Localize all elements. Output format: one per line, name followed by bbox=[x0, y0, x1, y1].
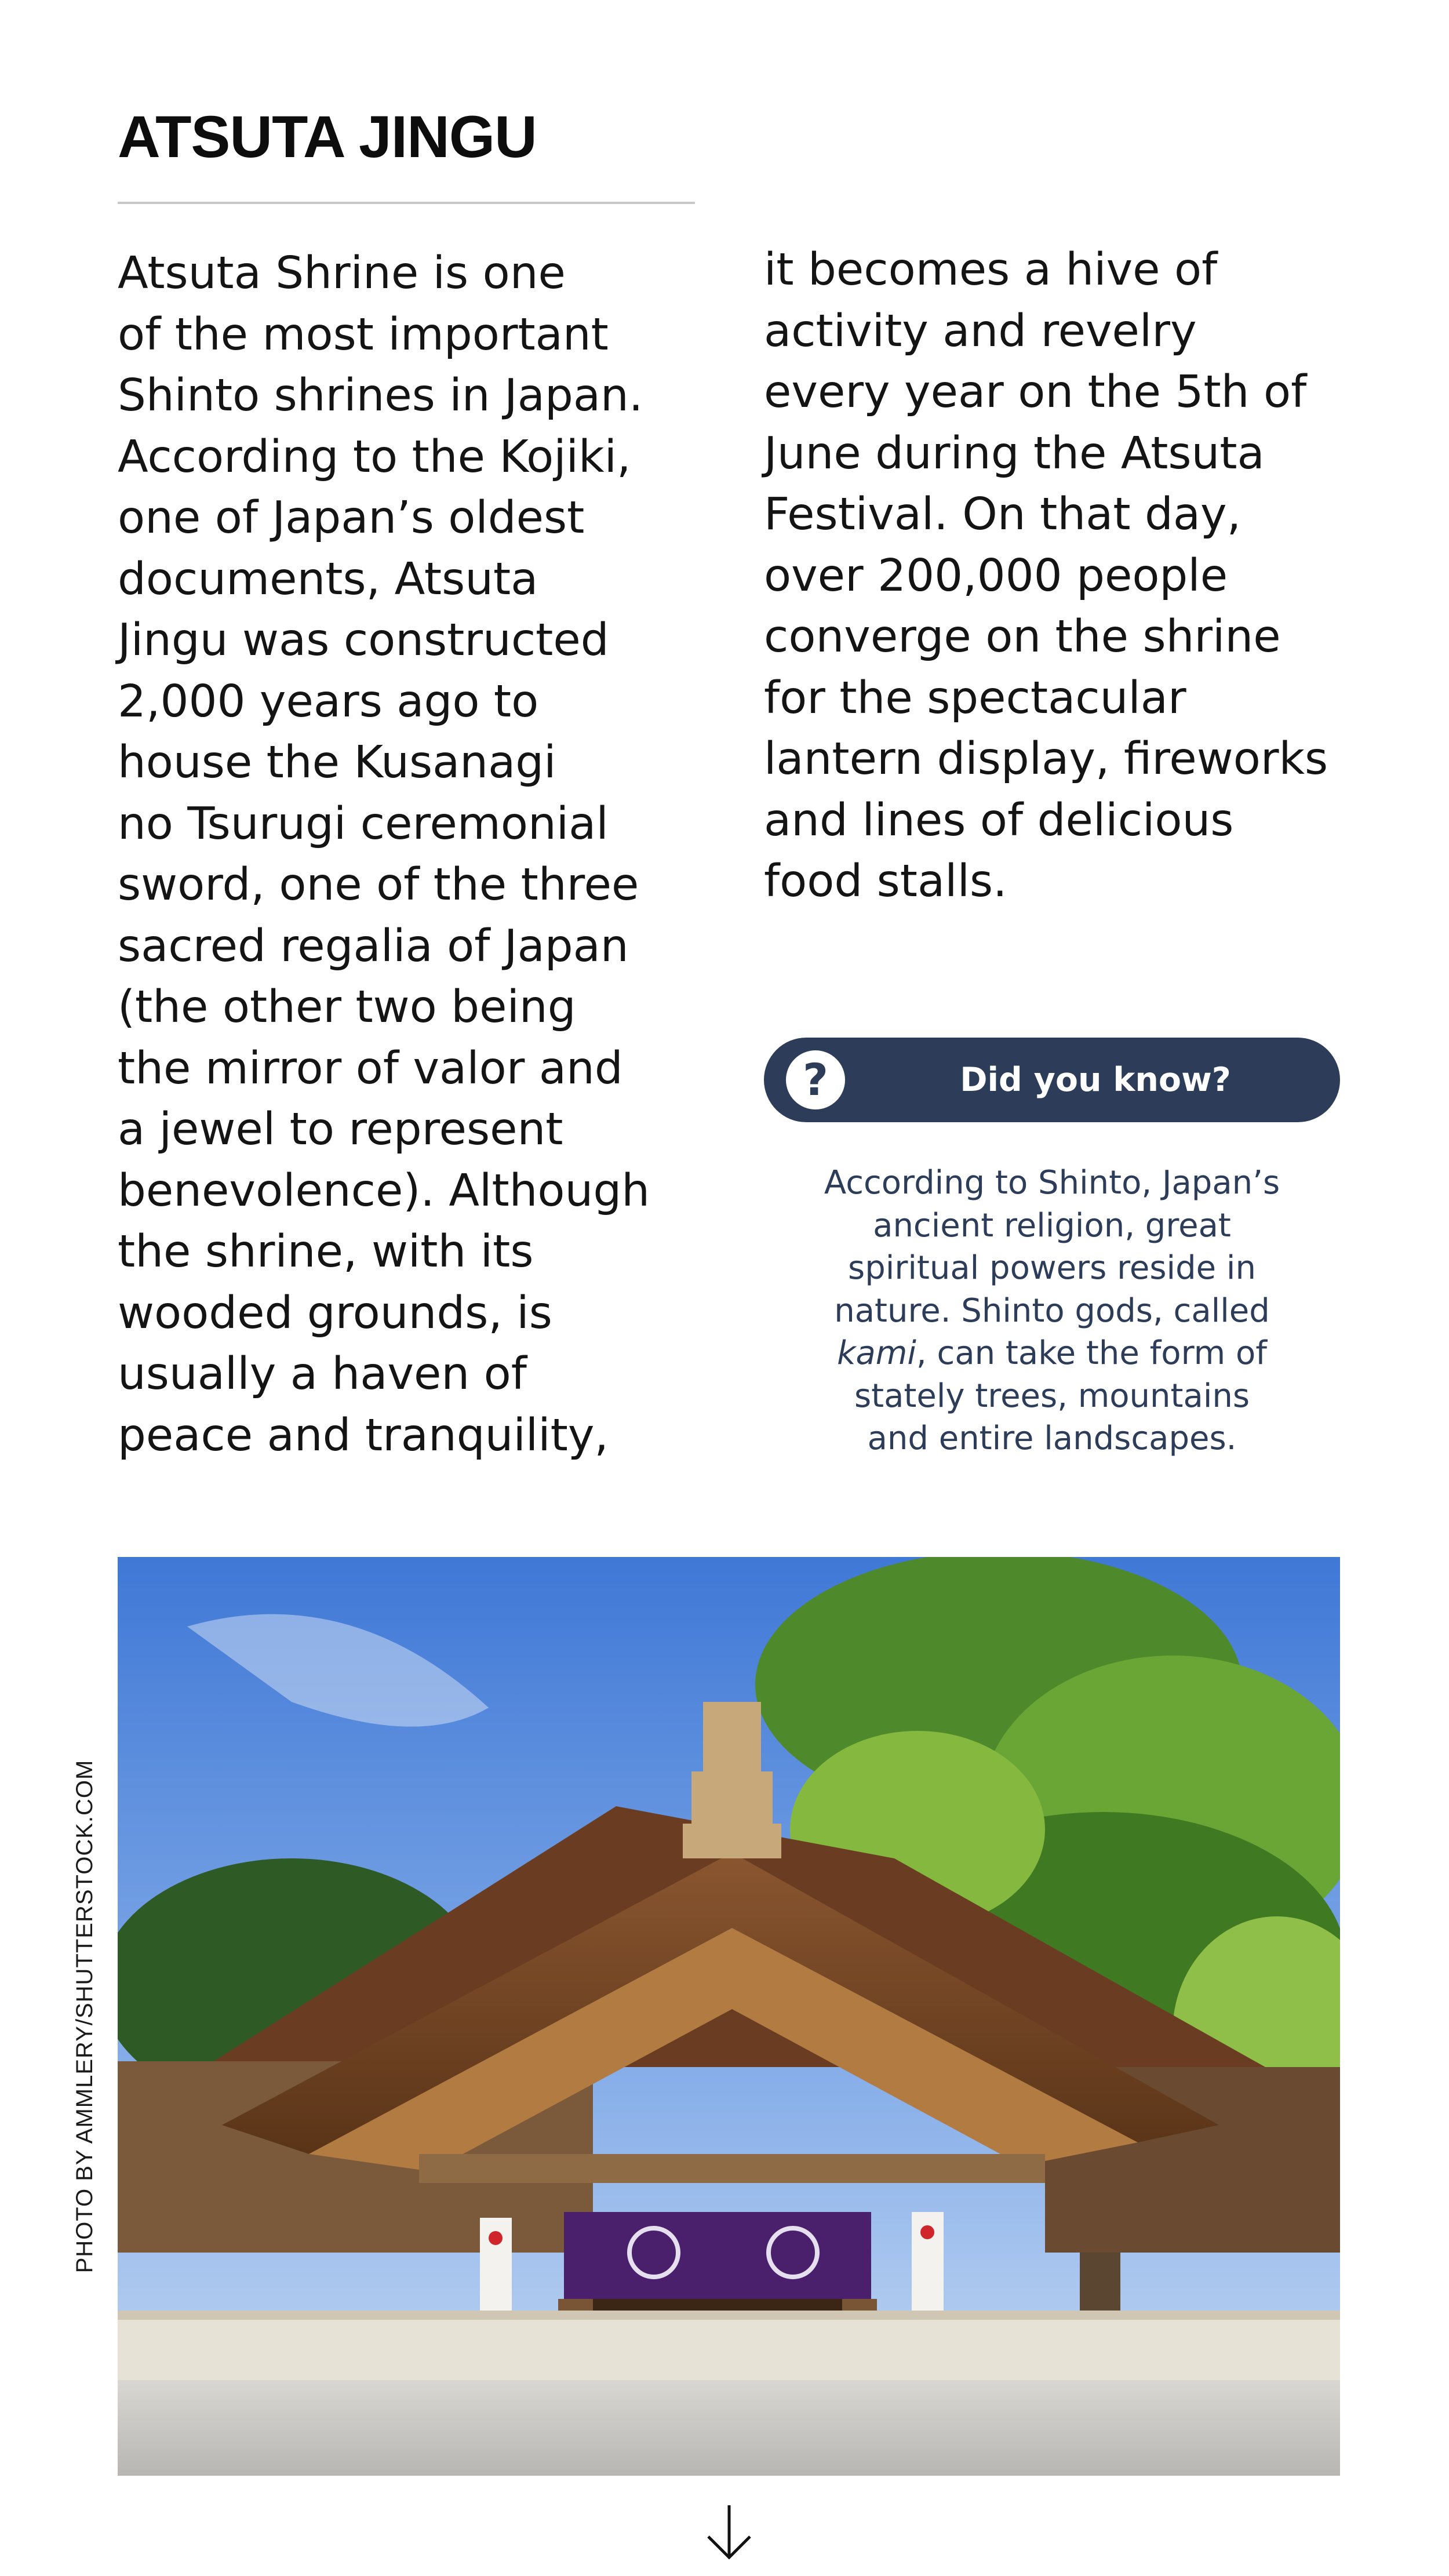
body-line: peace and tranquility, bbox=[118, 1409, 609, 1461]
body-line: usually a haven of bbox=[118, 1348, 527, 1400]
did-you-know-text bbox=[764, 1162, 1340, 1460]
fact-line-rest: , can take the form of bbox=[916, 1334, 1267, 1372]
body-line: (the other two being bbox=[118, 981, 576, 1033]
body-line: one of Japan’s oldest bbox=[118, 492, 585, 544]
body-text-left-column bbox=[118, 243, 650, 1466]
body-line: lantern display, fireworks bbox=[764, 733, 1328, 785]
body-line: converge on the shrine bbox=[764, 611, 1281, 663]
body-line: Shinto shrines in Japan. bbox=[118, 370, 643, 421]
page-title: ATSUTA JINGU bbox=[118, 104, 537, 170]
question-mark-icon: ? bbox=[786, 1050, 845, 1109]
body-line: activity and revelry bbox=[764, 305, 1197, 357]
body-line: over 200,000 people bbox=[764, 550, 1228, 602]
body-line: According to the Kojiki, bbox=[118, 431, 631, 483]
fact-line bbox=[764, 1332, 1340, 1375]
body-line: every year on the 5th of bbox=[764, 366, 1307, 418]
photo-banner-dot-right bbox=[920, 2225, 934, 2239]
kami-term: kami bbox=[837, 1334, 916, 1372]
body-line: of the most important bbox=[118, 308, 609, 361]
photo-fence bbox=[118, 2311, 1340, 2380]
body-line: for the spectacular bbox=[764, 672, 1186, 724]
did-you-know-label: Did you know? bbox=[960, 1061, 1231, 1099]
body-line: benevolence). Although bbox=[118, 1165, 650, 1217]
fact-line: According to Shinto, Japan’s bbox=[824, 1164, 1280, 1202]
body-line: 2,000 years ago to bbox=[118, 675, 539, 727]
body-line: a jewel to represent bbox=[118, 1104, 563, 1155]
shrine-photo bbox=[118, 1557, 1340, 2476]
fact-line: stately trees, mountains bbox=[854, 1377, 1250, 1415]
body-line: it becomes a hive of bbox=[764, 244, 1218, 296]
fact-line: spiritual powers reside in bbox=[848, 1249, 1256, 1287]
photo-fence-rail bbox=[118, 2311, 1340, 2320]
photo-credit: PHOTO BY AMMLERY/SHUTTERSTOCK.COM bbox=[72, 1759, 97, 2273]
body-line: sword, one of the three bbox=[118, 859, 639, 911]
did-you-know-banner bbox=[764, 1038, 1340, 1122]
photo-gate-beam bbox=[419, 2154, 1045, 2183]
body-line: Festival. On that day, bbox=[764, 489, 1242, 540]
body-line: wooded grounds, is bbox=[118, 1287, 552, 1339]
body-text-right-column bbox=[764, 239, 1328, 912]
body-line: house the Kusanagi bbox=[118, 737, 556, 788]
body-line: sacred regalia of Japan bbox=[118, 920, 629, 972]
fact-line: nature. Shinto gods, called bbox=[834, 1291, 1270, 1330]
body-line: food stalls. bbox=[764, 856, 1007, 907]
body-line: documents, Atsuta bbox=[118, 553, 538, 605]
body-line: June during the Atsuta bbox=[764, 427, 1265, 479]
body-line: the mirror of valor and bbox=[118, 1042, 623, 1094]
photo-banner-dot-left bbox=[489, 2231, 503, 2245]
photo-purple-curtain bbox=[564, 2212, 871, 2299]
body-line: and lines of delicious bbox=[764, 794, 1234, 846]
body-line: Jingu was constructed bbox=[118, 614, 609, 666]
title-divider bbox=[118, 202, 695, 204]
photo-ground bbox=[118, 2380, 1340, 2476]
fact-line: and entire landscapes. bbox=[867, 1420, 1237, 1457]
body-line: Atsuta Shrine is one bbox=[118, 248, 566, 299]
body-line: no Tsurugi ceremonial bbox=[118, 798, 609, 850]
body-line: the shrine, with its bbox=[118, 1226, 534, 1278]
fact-line: ancient religion, great bbox=[873, 1206, 1231, 1245]
arrow-down-icon[interactable] bbox=[705, 2503, 753, 2561]
